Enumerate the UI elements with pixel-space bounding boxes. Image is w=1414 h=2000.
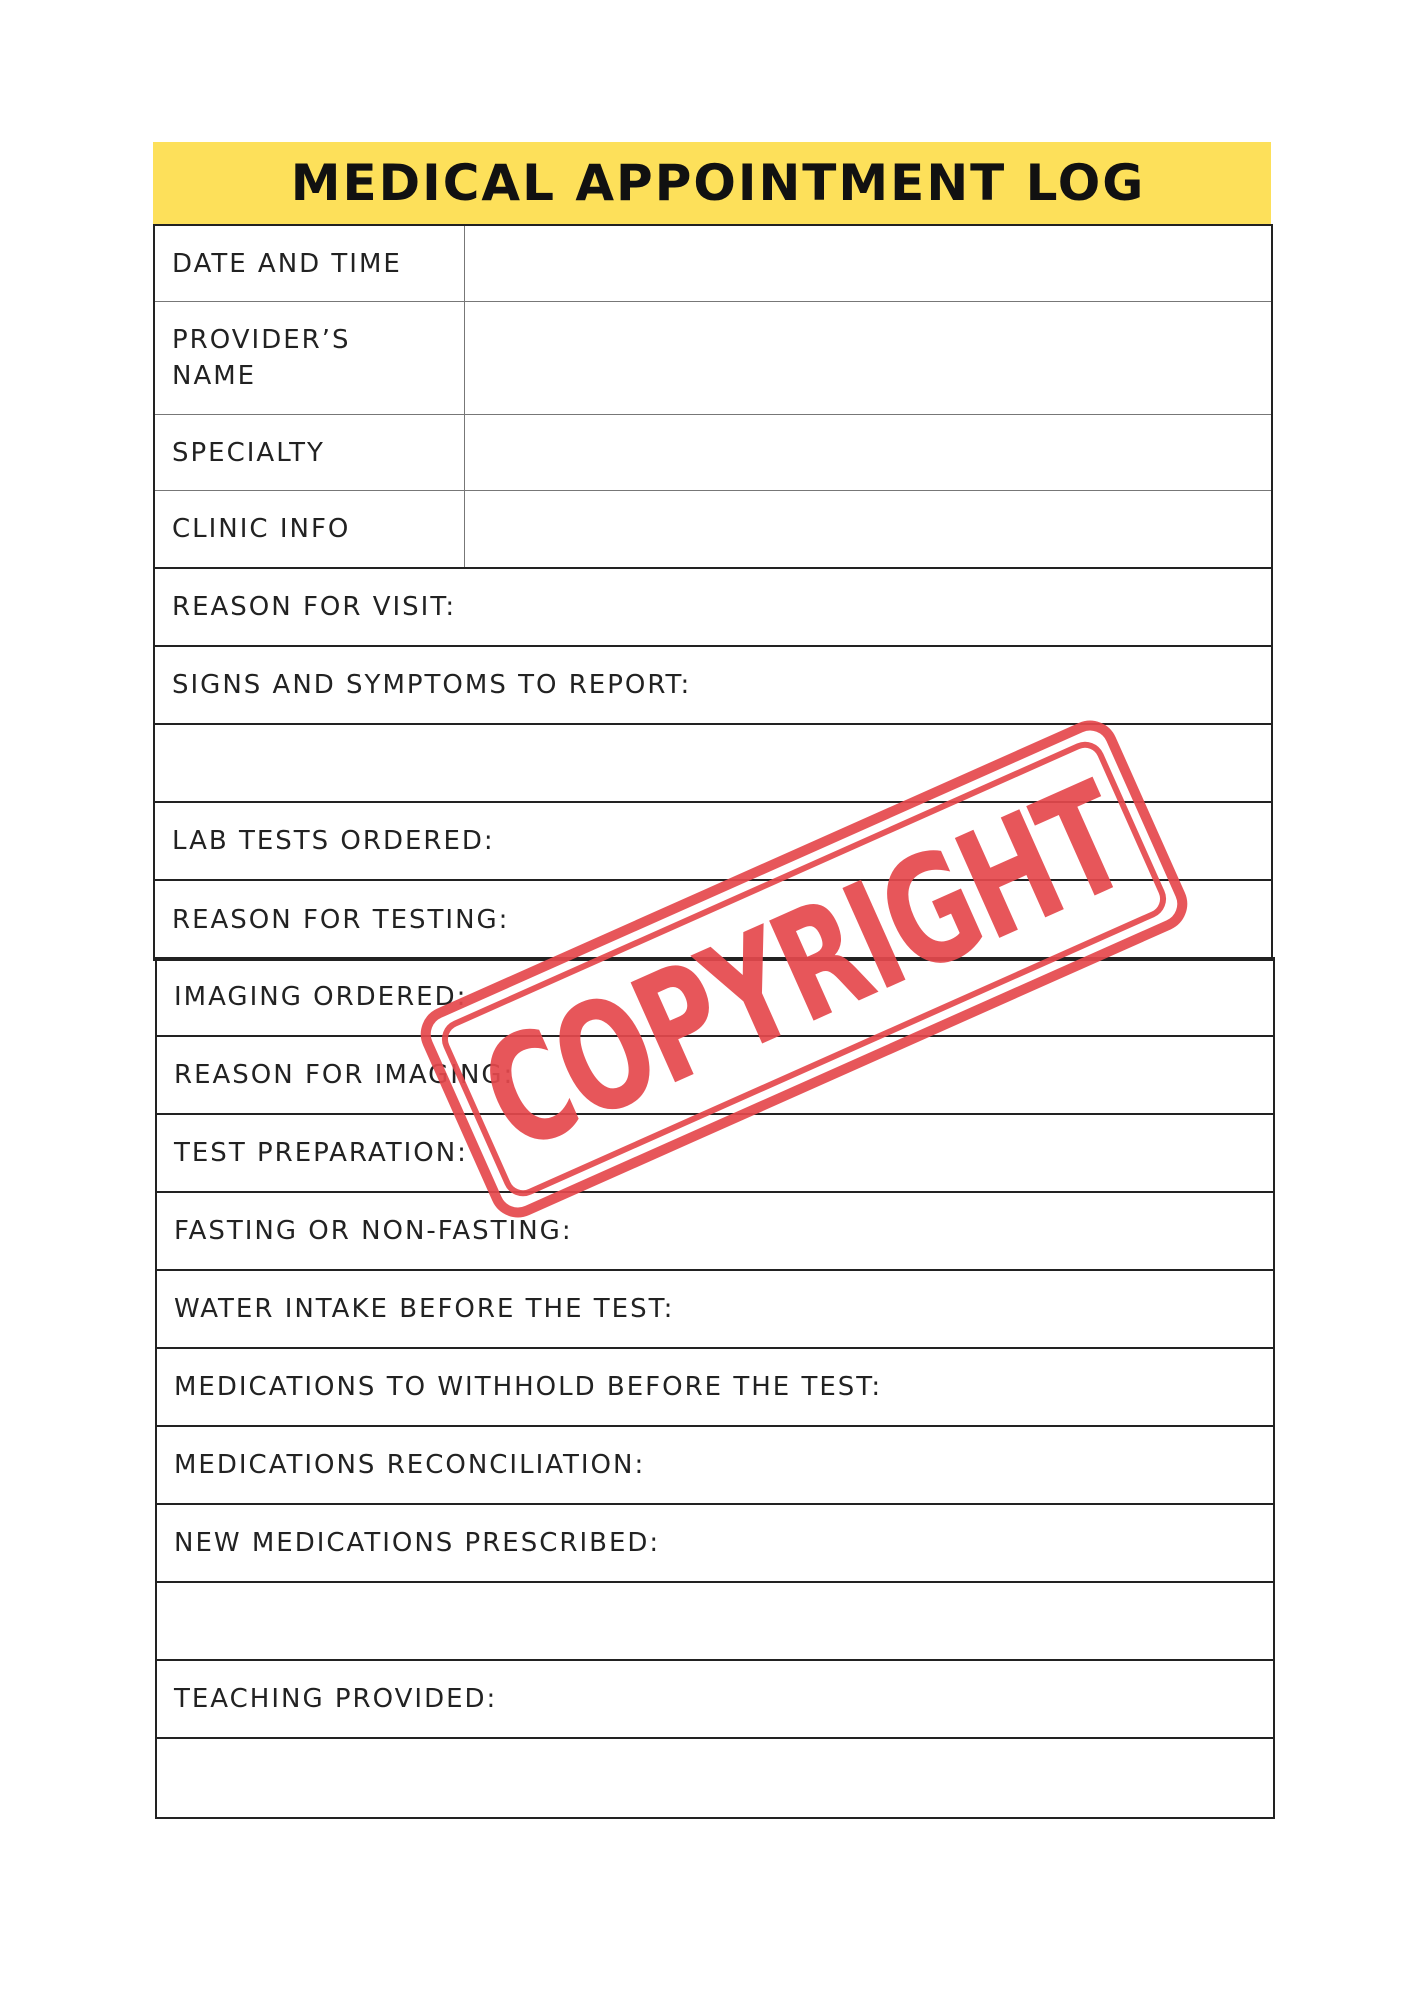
field-label-reason-for-visit: REASON FOR VISIT:: [172, 592, 457, 622]
table-row: [155, 302, 1271, 415]
field-label-medications-withhold: MEDICATIONS TO WITHHOLD BEFORE THE TEST:: [174, 1372, 883, 1402]
label-cell: [155, 491, 465, 567]
field-label-signs-symptoms: SIGNS AND SYMPTOMS TO REPORT:: [172, 670, 692, 700]
table-row[interactable]: [157, 1271, 1273, 1349]
table-row[interactable]: [157, 1349, 1273, 1427]
table-row[interactable]: [155, 647, 1271, 725]
field-label-fasting: FASTING OR NON-FASTING:: [174, 1216, 573, 1246]
field-label-imaging-ordered: IMAGING ORDERED:: [174, 982, 468, 1012]
field-label-medications-reconciliation: MEDICATIONS RECONCILIATION:: [174, 1450, 646, 1480]
field-label-test-preparation: TEST PREPARATION:: [174, 1138, 468, 1168]
field-label-specialty: SPECIALTY: [172, 437, 325, 468]
provider-name-field[interactable]: [465, 302, 1271, 414]
label-cell: [155, 415, 465, 490]
blank-row[interactable]: [157, 1739, 1273, 1817]
blank-row[interactable]: [157, 1583, 1273, 1661]
copyright-stamp-text: COPYRIGHT: [458, 751, 1150, 1187]
table-row: [155, 226, 1271, 302]
field-label-new-medications: NEW MEDICATIONS PRESCRIBED:: [174, 1528, 661, 1558]
table-row[interactable]: [157, 1661, 1273, 1739]
page-title: MEDICAL APPOINTMENT LOG: [290, 154, 1146, 212]
field-label-water-intake: WATER INTAKE BEFORE THE TEST:: [174, 1294, 675, 1324]
field-label-reason-for-imaging: REASON FOR IMAGING:: [174, 1060, 515, 1090]
label-cell: [155, 226, 465, 301]
table-row[interactable]: [157, 1427, 1273, 1505]
provider-info-table: [153, 224, 1273, 569]
table-row: [155, 415, 1271, 491]
table-row[interactable]: [155, 569, 1271, 647]
field-label-reason-for-testing: REASON FOR TESTING:: [172, 905, 510, 935]
field-label-provider-name: PROVIDER’S NAME: [172, 325, 351, 391]
field-label-clinic-info: CLINIC INFO: [172, 514, 351, 544]
specialty-field[interactable]: [465, 415, 1271, 490]
field-label-teaching-provided: TEACHING PROVIDED:: [174, 1684, 498, 1714]
label-cell: [155, 302, 465, 414]
field-label-lab-tests-ordered: LAB TESTS ORDERED:: [172, 826, 495, 856]
table-row[interactable]: [157, 1193, 1273, 1271]
table-row[interactable]: [157, 1505, 1273, 1583]
field-label-date-time: DATE AND TIME: [172, 248, 402, 279]
table-row: [155, 491, 1271, 567]
title-banner: [153, 142, 1271, 224]
clinic-info-field[interactable]: [465, 491, 1271, 567]
date-time-field[interactable]: [465, 226, 1271, 301]
